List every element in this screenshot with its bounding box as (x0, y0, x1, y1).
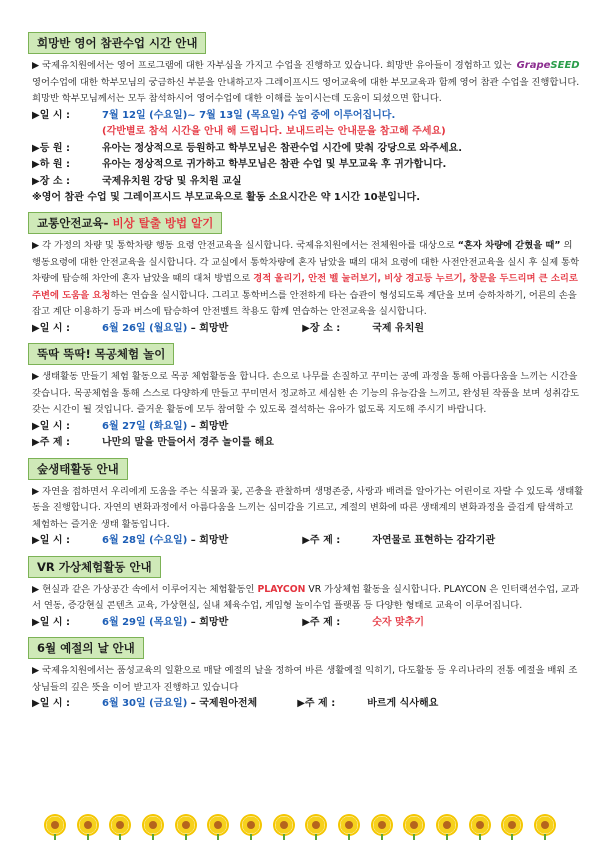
info-date-place: ▶일 시 : 6월 26일 (월요일) – 희망반 ▶장 소 : 국제 유치원 (32, 322, 425, 334)
section-body: ▶ 현실과 같은 가상공간 속에서 이루어지는 체험활동인 PLAYCON VR 가상체험 활동을 실시합니다. PLAYCON 은 인터랙션수업, 교과서 연동, 증강현실 콘텐츠 교육, 가상현실, 실내 체육수업, 게임형 놀이수업 플랫폼 등 다양한 형태로 교육이 이루어집니다. (32, 583, 579, 611)
bullet-icon: ▶ (32, 240, 40, 251)
flower-icon (175, 814, 197, 836)
section-title: 교통안전교육- 비상 탈출 방법 알기 (28, 212, 222, 234)
section-title: 뚝딱 뚝딱! 목공체험 놀이 (28, 343, 174, 365)
info-date: ▶일 시 : 6월 27일 (화요일) – 희망반 (32, 420, 229, 432)
section-body: ▶ 국제유치원에서는 품성교육의 일환으로 매달 예절의 날을 정하여 바른 생활예절 익히기, 다도활동 등 우리나라의 전통 예절을 배워 조상님들의 깊은 뜻을 이어 받고자 진행하고 있습니다 (32, 665, 578, 693)
info-theme: ▶주 제 : 나만의 말을 만들어서 경주 놀이를 해요 (32, 437, 274, 448)
flower-icon (207, 814, 229, 836)
section-title: 6월 예절의 날 안내 (28, 637, 144, 659)
section-english-class (22, 32, 584, 206)
section-title: 희망반 영어 참관수업 시간 안내 (28, 32, 206, 54)
flower-icon (142, 814, 164, 836)
section-traffic-safety (22, 212, 584, 337)
section-forest-ecology (22, 458, 584, 550)
bullet-icon: ▶ (32, 371, 40, 382)
bullet-icon: ▶ (32, 485, 40, 497)
flower-icon (273, 814, 295, 836)
section-title: VR 가상체험활동 안내 (28, 556, 161, 578)
newsletter (22, 32, 584, 719)
section-body: ▶ 각 가정의 차량 및 통학차량 행동 요령 안전교육을 실시합니다. 국제유치원에서는 전체원아를 대상으로 “혼자 차량에 갇혔을 때” 의 행동요령에 대한 안전교육을 실시합니다. 각 교실에서 통학차량에 혼자 남았을 때의 대처 요령에 대한 사전안전교육을 실시 후 실제 통학차량에 탑승해 차안에 혼자 남았을 때의 대처 방법으로 경적 울리기, 안전 벨 눌러보기, 비상 경고등 누르기, 창문을 두드리며 큰 소리로 주변에 도움을 요청하는 연습을 실시합니다. 그리고 통학버스를 안전하게 타는 습관이 형성되도록 계단을 보며 승하차하기, 어른의 손을 잡고 계단 이용하기 등과 버스에 탑승하여 안전벨트 착용도 함께 연습하는 안전교육을 실시합니다. (32, 240, 580, 317)
flower-icon (109, 814, 131, 836)
section-body: ▶ 국제유치원에서는 영어 프로그램에 대한 자부심을 가지고 수업을 진행하고 있습니다. 희망반 유아들이 경험하고 있는 GrapeSEED 영어수업에 대한 학부모님의 궁금하신 부분을 안내하고자 그레이프시드 영어교육에 대한 부모교육과 함께 영어 참관 수업을 진행합니다. 희망반 학부모님께서는 모두 참석하시어 영어수업에 대한 이해를 높이시는데 도움이 되셨으면 합니다. (32, 60, 580, 104)
info-date-theme: ▶일 시 : 6월 29일 (목요일) – 희망반 ▶주 제 : 숫자 맞추기 (32, 616, 425, 628)
flower-icon (305, 814, 327, 836)
info-departure: ▶하 원 : 유아는 정상적으로 귀가하고 학부모님은 참관 수업 및 부모교육 후 귀가합니다. (32, 159, 447, 170)
section-woodwork (22, 343, 584, 452)
section-body: ▶ 생태활동 만들기 체험 활동으로 목공 체험활동을 합니다. 손으로 나무를 손질하고 꾸미는 공예 과정을 통해 아름다움을 느끼는 시간을 갖습니다. 목공체험을 통해 스스로 다양하게 만들고 꾸미면서 정교하고 세심한 손 기능의 유능감을 느끼고, 완성된 작품을 보며 성취감도 갖는 시간이 될 것입니다. 즐거운 활동에 모두 참여할 수 있도록 결석하는 유아가 없도록 지도해 주시기 바랍니다. (32, 371, 580, 415)
flower-icon (501, 814, 523, 836)
section-vr (22, 556, 584, 632)
flower-icon (77, 814, 99, 836)
info-date-note: (각반별로 참석 시간을 안내 해 드립니다. 보내드리는 안내문을 참고해 주세요) (102, 126, 446, 137)
section-etiquette-day (22, 637, 584, 713)
flower-border (44, 812, 556, 838)
info-date: ▶일 시 : 7월 12일 (수요일)~ 7월 13일 (목요일) 수업 중에 이루어집니다. (32, 109, 396, 121)
bullet-icon: ▶ (32, 665, 40, 676)
info-place: ▶장 소 : 국제유치원 강당 및 유치원 교실 (32, 175, 242, 187)
flower-icon (371, 814, 393, 836)
footnote: ※영어 참관 수업 및 그레이프시드 부모교육으로 활동 소요시간은 약 1시간 10분입니다. (32, 192, 420, 203)
bullet-icon: ▶ (32, 60, 40, 71)
flower-icon (338, 814, 360, 836)
flower-icon (436, 814, 458, 836)
flower-icon (403, 814, 425, 836)
info-date-theme: ▶일 시 : 6월 28일 (수요일) – 희망반 ▶주 제 : 자연물로 표현하는 감각기관 (32, 535, 496, 546)
flower-icon (469, 814, 491, 836)
section-body: ▶ 자연을 접하면서 우리에게 도움을 주는 식물과 꽃, 곤충을 관찰하며 생명존중, 사랑과 배려를 알아가는 어린이로 자랄 수 있도록 생태활동을 진행합니다. 자연의 변화과정에서 아름다움을 느끼는 심미감을 기르고, 계절의 변화에 따른 생태계의 변화과정을 즐겁게 탐색하고 체험하는 즐거운 생태 활동입니다. (32, 485, 584, 530)
bullet-icon: ▶ (32, 583, 40, 595)
info-arrival: ▶등 원 : 유아는 정상적으로 등원하고 학부모님은 참관수업 시간에 맞춰 강당으로 와주세요. (32, 142, 463, 154)
grapeseed-logo: GrapeSEED (516, 60, 580, 71)
info-date-theme: ▶일 시 : 6월 30일 (금요일) – 국제원아전체 ▶주 제 : 바르게 식사해요 (32, 698, 439, 709)
flower-icon (44, 814, 66, 836)
section-title: 숲생태활동 안내 (28, 458, 128, 480)
flower-icon (240, 814, 262, 836)
flower-icon (534, 814, 556, 836)
